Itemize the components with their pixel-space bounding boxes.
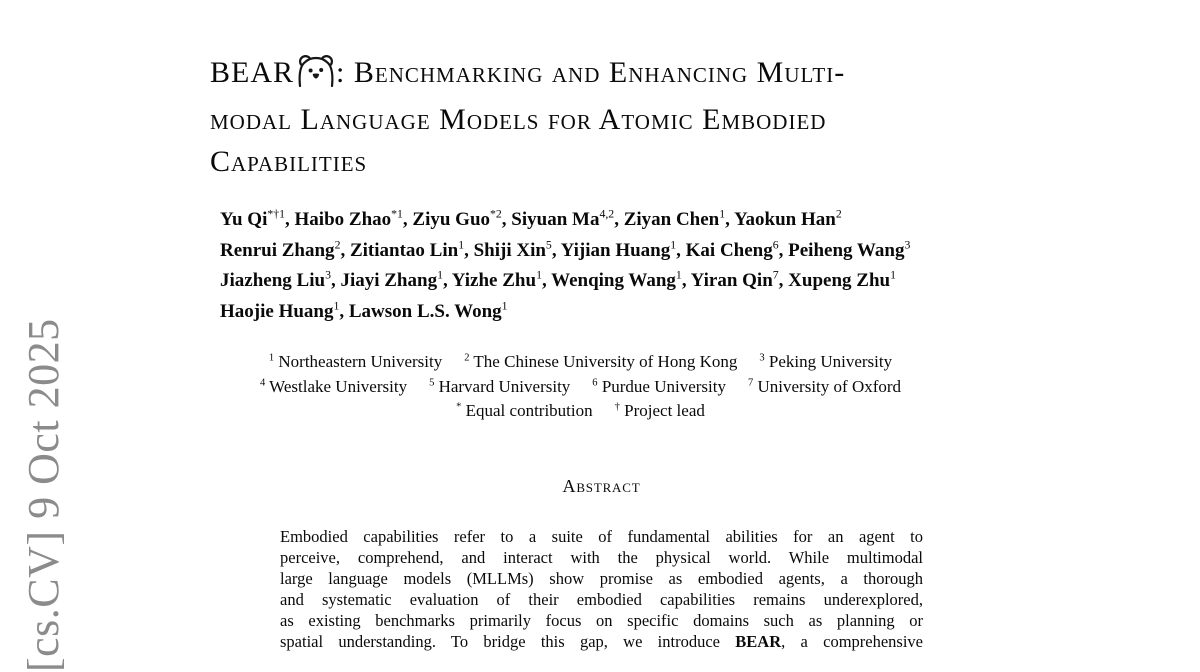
affiliation-line (208, 350, 953, 375)
abstract-line (280, 610, 923, 631)
author-sup: 7 (772, 268, 779, 282)
author-sup: 3 (904, 238, 911, 252)
author-sup: 2 (334, 238, 341, 252)
affiliation-entry: † Project lead (614, 401, 705, 420)
abstract-text: , a comprehensive (781, 632, 924, 651)
affiliation-sup: † (614, 401, 620, 413)
affiliation-line (208, 399, 953, 424)
author-name: Peiheng Wang (788, 239, 905, 261)
abstract-line (280, 631, 923, 652)
author-separator: , (681, 270, 691, 291)
author-separator: , (339, 300, 349, 322)
author-name: Kai Cheng (685, 239, 773, 261)
bear-face-icon (297, 53, 335, 99)
author-name: Ziyu Guo (412, 209, 491, 230)
author-name: Yijian Huang (560, 239, 671, 261)
author-separator: , (676, 239, 686, 261)
author-sup: 1 (719, 207, 726, 221)
author-separator: , (778, 270, 789, 291)
author-name: Xupeng Zhu (788, 270, 891, 291)
author-line (220, 236, 910, 267)
abstract-bold-term: BEAR (735, 632, 782, 651)
author-name: Haojie Huang (220, 300, 334, 322)
abstract-body (280, 526, 923, 652)
abstract-text: Embodied capabilities refer to a suite of fundamental abilities for an agent to (280, 527, 923, 546)
authors-block (220, 205, 910, 327)
author-sup: 1 (333, 299, 340, 313)
author-name: Wenqing Wang (551, 270, 676, 291)
title-bear-name: BEAR (210, 56, 295, 89)
author-sup: 2 (835, 207, 842, 221)
author-name: Renrui Zhang (220, 239, 335, 261)
author-separator: , (541, 270, 552, 291)
author-sup: 1 (675, 268, 682, 282)
abstract-text: perceive, comprehend, and interact with the physical world. While multimodal (280, 548, 923, 567)
author-sup: 1 (437, 268, 443, 282)
affiliation-sup: 7 (748, 376, 754, 388)
author-name: Shiji Xin (473, 239, 546, 261)
author-name: Yizhe Zhu (451, 270, 537, 291)
author-sup: *2 (490, 207, 502, 221)
abstract-line (280, 547, 923, 568)
affiliation-entry: $^3$ Peking University (759, 352, 893, 371)
abstract-text: spatial understanding. To bridge this gap, we introduce (280, 632, 736, 651)
title-line1: Benchmarking and Enhancing Multi- (353, 56, 846, 89)
author-name: Lawson L.S. Wong (348, 300, 502, 322)
author-sup: 1 (536, 268, 542, 282)
affiliation-sup: 3 (759, 352, 765, 364)
affiliation-sup: 1 (268, 352, 275, 364)
author-separator: , (778, 239, 789, 261)
author-sup: 6 (772, 238, 779, 252)
author-separator: , (725, 209, 734, 230)
abstract-text: as existing benchmarks primarily focus on specific domains such as planning or (280, 611, 923, 630)
author-sup: *†1 (267, 207, 286, 221)
author-sup: 1 (670, 238, 677, 252)
author-name: Ziyan Chen (623, 209, 720, 230)
paper-title (210, 52, 845, 183)
author-line (220, 297, 910, 328)
affiliation-sup: 5 (429, 376, 435, 388)
author-separator: , (330, 270, 341, 291)
author-separator: , (442, 270, 452, 291)
author-line (220, 266, 910, 297)
author-name: Yiran Qin (690, 270, 773, 291)
author-name: Haibo Zhao (294, 209, 392, 230)
author-sup: 4,2 (599, 207, 615, 221)
title-line2: modal Language Models for Atomic Embodied (210, 103, 827, 136)
affiliation-sup: 4 (259, 376, 266, 388)
author-name: Yaokun Han (733, 209, 836, 230)
author-name: Jiayi Zhang (340, 270, 438, 291)
author-name: Siyuan Ma (511, 209, 600, 230)
abstract-line (280, 589, 923, 610)
affiliation-entry: $^1$ Northeastern University (268, 352, 443, 371)
author-name: Zitiantao Lin (349, 239, 459, 261)
abstract-text: and systematic evaluation of their embodied capabilities remains underexplored, (280, 590, 923, 609)
abstract-line (280, 568, 923, 589)
affiliation-sup: * (456, 401, 462, 413)
affiliation-entry: * Equal contribution (456, 401, 593, 420)
affiliation-line (208, 375, 953, 400)
affiliations-block (208, 350, 953, 424)
author-line (220, 205, 910, 236)
author-separator: , (551, 239, 561, 261)
author-separator: , (464, 239, 474, 261)
affiliation-entry: $^2$ The Chinese University of Hong Kong (464, 352, 738, 371)
author-sup: 3 (325, 268, 331, 282)
affiliation-entry: $^5$ Harvard University (429, 376, 571, 396)
author-sup: 1 (890, 268, 896, 282)
affiliation-entry: $^7$ University of Oxford (748, 376, 902, 396)
abstract-heading: Abstract (562, 476, 641, 496)
author-separator: , (402, 209, 413, 230)
arxiv-watermark: [cs.CV] 9 Oct 2025 (19, 318, 68, 672)
author-separator: , (285, 209, 295, 230)
author-separator: , (501, 209, 512, 230)
author-sup: 1 (458, 238, 465, 252)
title-line3: Capabilities (210, 145, 368, 178)
author-sup: *1 (391, 207, 403, 221)
affiliation-sup: 6 (592, 376, 598, 388)
author-sup: 1 (501, 299, 508, 313)
title-separator: : (336, 56, 354, 89)
abstract-text: large language models (MLLMs) show promise as embodied agents, a thorough (280, 569, 923, 588)
abstract-line (280, 526, 923, 547)
author-name: Jiazheng Liu (220, 270, 326, 291)
affiliation-entry: $^4$ Westlake University (259, 376, 408, 396)
author-sup: 5 (545, 238, 552, 252)
affiliation-entry: $^6$ Purdue University (592, 376, 726, 396)
author-separator: , (340, 239, 350, 261)
author-name: Yu Qi (220, 209, 268, 230)
affiliation-sup: 2 (464, 352, 470, 364)
author-separator: , (614, 209, 624, 230)
